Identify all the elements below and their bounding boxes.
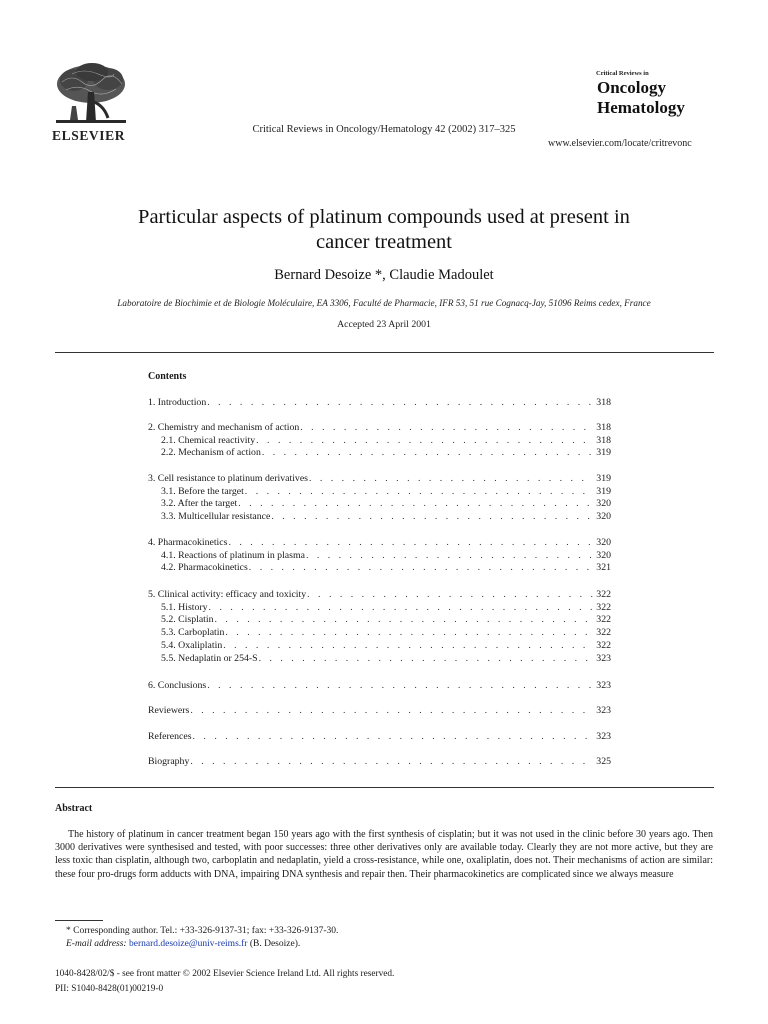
toc-entry-label: 3.1. Before the target [161, 485, 244, 497]
toc-leader-dots [192, 731, 593, 744]
toc-entry-page: 319 [596, 447, 611, 459]
toc-entry-label: 3.3. Multicellular resistance [161, 511, 271, 523]
toc-entry-page: 319 [596, 473, 611, 484]
toc-entry[interactable] [148, 550, 611, 563]
toc-entry[interactable] [148, 653, 611, 666]
toc-entry[interactable] [148, 486, 611, 499]
toc-leader-dots [206, 680, 593, 693]
journal-name [597, 78, 685, 118]
toc-entry-page: 322 [596, 639, 611, 651]
toc-entry[interactable] [148, 614, 611, 627]
toc-entry[interactable] [148, 397, 611, 410]
toc-entry-page: 322 [596, 627, 611, 639]
toc-entry-label: 4. Pharmacokinetics [148, 537, 228, 548]
toc-entry-label: 3.2. After the target [161, 498, 238, 510]
accepted-date: Accepted 23 April 2001 [337, 319, 431, 330]
abstract-paragraph: The history of platinum in cancer treatment began 150 years ago with the first synthesis of cisplatin; but it was not used in the clinic before 30 years ago. Then 3000 derivatives were synthesised and tested, with poor successes: three other derivatives only are available today. Clearly they are not more active, but they are less toxic than cisplatin, although two, carboplatin and nedaplatin, yield a cross-resistance, while one, oxaliplatin, does not. Their mechanisms of action are similar: these four pro-drugs form adducts with DNA, impairing DNA synthesis and repair then. Their pharmacokinetics are complicated since we always measure [55, 829, 713, 880]
toc-entry[interactable] [148, 731, 611, 744]
email-label: E-mail address: [66, 939, 127, 949]
toc-entry-page: 325 [596, 756, 611, 767]
toc-leader-dots [189, 756, 593, 769]
toc-leader-dots [224, 627, 593, 640]
toc-entry[interactable] [148, 756, 611, 769]
toc-leader-dots [261, 447, 593, 460]
toc-entry-page: 322 [596, 601, 611, 613]
toc-entry-label: 5.2. Cisplatin [161, 614, 214, 626]
journal-name-line1: Oncology [597, 78, 666, 97]
elsevier-tree-logo [52, 62, 130, 132]
toc-entry-page: 322 [596, 589, 611, 600]
toc-entry-page: 320 [596, 537, 611, 548]
toc-entry-page: 321 [596, 562, 611, 574]
toc-entry-label: 2.2. Mechanism of action [161, 447, 261, 459]
toc-leader-dots [227, 537, 593, 550]
contents-heading: Contents [148, 371, 187, 382]
toc-entry-page: 323 [596, 680, 611, 691]
toc-entry-label: 2.1. Chemical reactivity [161, 434, 256, 446]
toc-entry-label: 5.4. Oxaliplatin [161, 639, 223, 651]
toc-entry[interactable] [148, 640, 611, 653]
toc-entry-label: 3. Cell resistance to platinum derivatives [148, 473, 308, 484]
toc-leader-dots [299, 422, 593, 435]
toc-entry-label: Reviewers [148, 705, 190, 716]
toc-leader-dots [206, 397, 593, 410]
toc-entry[interactable] [148, 473, 611, 486]
toc-entry[interactable] [148, 435, 611, 448]
bottom-divider [55, 787, 714, 788]
journal-citation: Critical Reviews in Oncology/Hematology 42 (2002) 317–325 [252, 124, 516, 135]
toc-entry[interactable] [148, 447, 611, 460]
toc-entry-label: 2. Chemistry and mechanism of action [148, 422, 300, 433]
toc-leader-dots [258, 653, 593, 666]
toc-leader-dots [222, 640, 593, 653]
toc-entry-page: 323 [596, 705, 611, 716]
affiliation: Laboratoire de Biochimie et de Biologie Moléculaire, EA 3306, Faculté de Pharmacie, IFR 53, 51 rue Cognacq-Jay, 51096 Reims cedex, France [117, 298, 651, 308]
tree-logo-icon [52, 62, 130, 128]
publisher-name: ELSEVIER [52, 128, 126, 143]
abstract-heading: Abstract [55, 803, 93, 814]
toc-entry-label: Biography [148, 756, 190, 767]
authors: Bernard Desoize *, Claudie Madoulet [274, 267, 494, 283]
article-title-line2: cancer treatment [315, 231, 452, 253]
toc-entry[interactable] [148, 705, 611, 718]
abstract-body [55, 828, 713, 881]
toc-entry-label: 5. Clinical activity: efficacy and toxicity [148, 589, 307, 600]
toc-entry-page: 318 [596, 422, 611, 433]
toc-leader-dots [214, 614, 593, 627]
toc-leader-dots [255, 435, 593, 448]
pii-line: PII: S1040-8428(01)00219-0 [55, 984, 164, 994]
toc-leader-dots [244, 486, 593, 499]
toc-entry-page: 320 [596, 498, 611, 510]
email-suffix: (B. Desoize). [249, 939, 301, 949]
toc-leader-dots [248, 562, 593, 575]
toc-leader-dots [306, 589, 593, 602]
journal-name-line2: Hematology [597, 98, 685, 117]
article-title-line1: Particular aspects of platinum compounds used at present in [138, 206, 630, 228]
toc-leader-dots [189, 705, 593, 718]
toc-entry[interactable] [148, 422, 611, 435]
toc-entry[interactable] [148, 602, 611, 615]
journal-url[interactable]: www.elsevier.com/locate/critrevonc [548, 138, 692, 149]
toc-entry-page: 318 [596, 434, 611, 446]
toc-leader-dots [208, 602, 593, 615]
toc-leader-dots [237, 498, 593, 511]
toc-entry-label: 4.1. Reactions of platinum in plasma [161, 549, 305, 561]
toc-leader-dots [308, 473, 593, 486]
journal-name-prefix: Critical Reviews in [596, 70, 649, 77]
toc-entry-page: 323 [596, 731, 611, 742]
article-title [0, 205, 768, 255]
copyright-line: 1040-8428/02/$ - see front matter © 2002 Elsevier Science Ireland Ltd. All rights reserved. [55, 969, 395, 979]
toc-entry[interactable] [148, 562, 611, 575]
toc-leader-dots [270, 511, 593, 524]
toc-entry-label: 4.2. Pharmacokinetics [161, 562, 248, 574]
toc-entry[interactable] [148, 627, 611, 640]
email-note [66, 938, 300, 950]
toc-leader-dots [305, 550, 593, 563]
toc-entry-page: 323 [596, 652, 611, 664]
toc-entry[interactable] [148, 537, 611, 550]
corresponding-author-note: * Corresponding author. Tel.: +33-326-9137-31; fax: +33-326-9137-30. [66, 926, 339, 936]
email-link[interactable]: bernard.desoize@univ-reims.fr [128, 939, 248, 949]
toc-entry-label: 6. Conclusions [148, 680, 207, 691]
toc-entry[interactable] [148, 589, 611, 602]
toc-entry-label: 5.5. Nedaplatin or 254-S [161, 652, 258, 664]
toc-entry-label: References [148, 731, 192, 742]
toc-entry-page: 322 [596, 614, 611, 626]
footnote-divider [55, 920, 103, 921]
toc-entry[interactable] [148, 511, 611, 524]
toc-entry[interactable] [148, 680, 611, 693]
top-divider [55, 352, 714, 353]
toc-entry-label: 5.3. Carboplatin [161, 627, 225, 639]
toc-entry[interactable] [148, 498, 611, 511]
toc-entry-page: 320 [596, 511, 611, 523]
toc-entry-page: 320 [596, 549, 611, 561]
toc-entry-page: 319 [596, 485, 611, 497]
toc-entry-label: 1. Introduction [148, 397, 207, 408]
toc-entry-label: 5.1. History [161, 601, 208, 613]
toc-entry-page: 318 [596, 397, 611, 408]
